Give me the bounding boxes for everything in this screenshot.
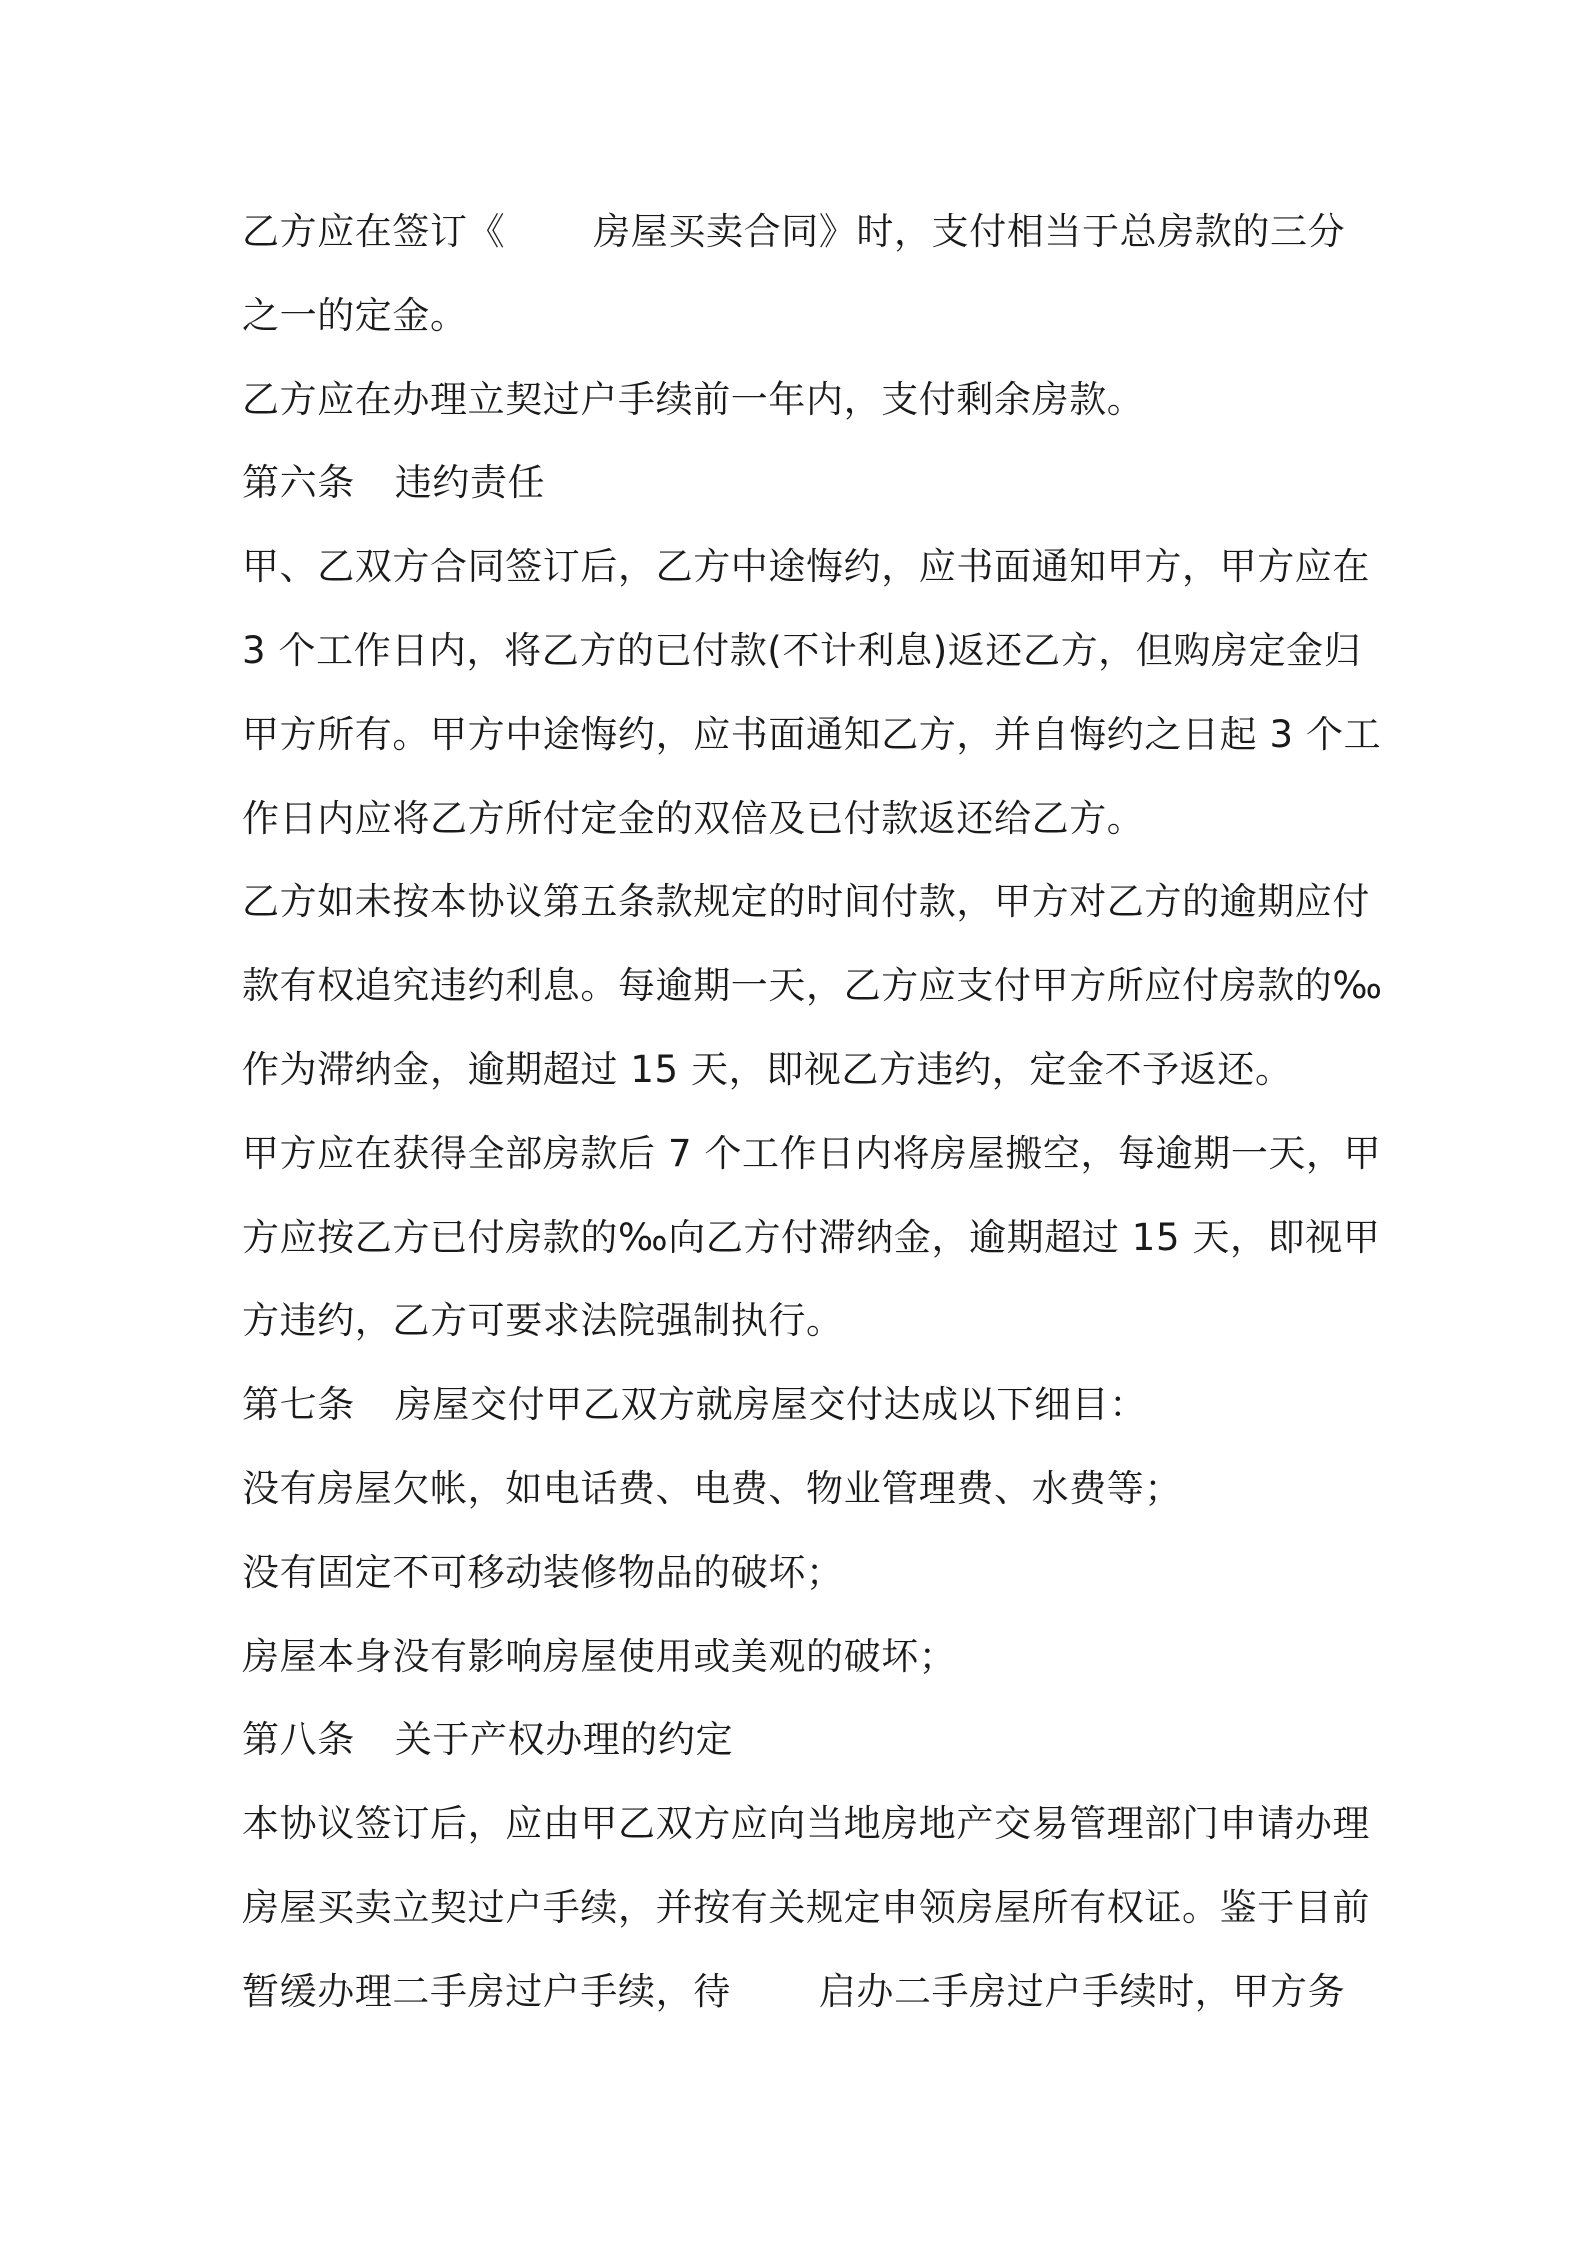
line-text: 甲方应在获得全部房款后 7 个工作日内将房屋搬空，每逾期一天，甲	[242, 1131, 1382, 1175]
article-number: 第八条	[242, 1718, 355, 1762]
line-text: 乙方如未按本协议第五条款规定的时间付款，甲方对乙方的逾期应付	[242, 880, 1370, 924]
paragraph-line	[242, 1622, 1362, 1706]
paragraph-line	[242, 784, 1362, 868]
line-text: 没有房屋欠帐，如电话费、电费、物业管理费、水费等；	[242, 1466, 1182, 1510]
paragraph-line	[242, 700, 1382, 784]
line-text: 甲、乙双方合同签订后，乙方中途悔约，应书面通知甲方，甲方应在	[242, 545, 1370, 589]
line-text: 乙方应在签订《	[242, 210, 506, 253]
paragraph-line	[242, 951, 1383, 1035]
paragraph-line	[242, 616, 1362, 700]
article-number: 第七条	[242, 1383, 355, 1427]
line-text: 之一的定金。	[242, 293, 468, 337]
line-text: 启办二手房过户手续时，甲方务	[818, 1969, 1346, 2013]
line-text: 作为滞纳金，逾期超过 15 天，即视乙方违约，定金不予返还。	[242, 1047, 1293, 1091]
article-title: 违约责任	[394, 461, 546, 505]
paragraph-line	[242, 1454, 1362, 1538]
line-text: 方违约，乙方可要求法院强制执行。	[242, 1299, 844, 1343]
line-text: 房屋本身没有影响房屋使用或美观的破坏；	[242, 1634, 957, 1678]
paragraph-line	[242, 1119, 1382, 1203]
paragraph-line	[242, 867, 1370, 951]
line-text: 乙方应在办理立契过户手续前一年内，支付剩余房款。	[242, 377, 1145, 421]
paragraph-line	[242, 1957, 1362, 2041]
article-heading	[242, 1370, 1362, 1454]
line-text: 房屋买卖合同》时，支付相当于总房款的三分	[593, 210, 1346, 253]
paragraph-line	[242, 532, 1370, 616]
line-text: 本协议签订后，应由甲乙双方应向当地房地产交易管理部门申请办理	[242, 1802, 1370, 1846]
line-text: 甲方所有。甲方中途悔约，应书面通知乙方，并自悔约之日起 3 个工	[242, 712, 1382, 756]
line-text: 3 个工作日内，将乙方的已付款(不计利息)返还乙方，但购房定金归	[242, 628, 1362, 672]
paragraph-line	[242, 1286, 1362, 1370]
document-body	[242, 197, 1383, 2041]
line-text: 方应按乙方已付房款的‰向乙方付滞纳金，逾期超过 15 天，即视甲	[242, 1215, 1381, 1259]
article-number: 第六条	[242, 461, 355, 505]
paragraph-line	[242, 365, 1362, 449]
article-heading	[242, 448, 1362, 532]
paragraph-line	[242, 1873, 1370, 1957]
article-title: 房屋交付甲乙双方就房屋交付达成以下细目：	[394, 1383, 1147, 1427]
paragraph-line	[242, 1035, 1362, 1119]
line-text: 作日内应将乙方所付定金的双倍及已付款返还给乙方。	[242, 796, 1145, 840]
article-heading	[242, 1705, 1362, 1789]
paragraph-line	[242, 1789, 1370, 1873]
line-text: 房屋买卖立契过户手续，并按有关规定申领房屋所有权证。鉴于目前	[242, 1885, 1370, 1929]
paragraph-line	[242, 281, 1362, 365]
paragraph-line	[242, 1538, 1362, 1622]
line-text: 款有权追究违约利息。每逾期一天，乙方应支付甲方所应付房款的‰	[242, 964, 1383, 1008]
paragraph-line	[242, 197, 1362, 281]
article-title: 关于产权办理的约定	[394, 1718, 734, 1762]
line-text: 没有固定不可移动装修物品的破坏；	[242, 1550, 844, 1594]
paragraph-line	[242, 1203, 1381, 1287]
line-text: 暂缓办理二手房过户手续，待	[242, 1969, 731, 2013]
